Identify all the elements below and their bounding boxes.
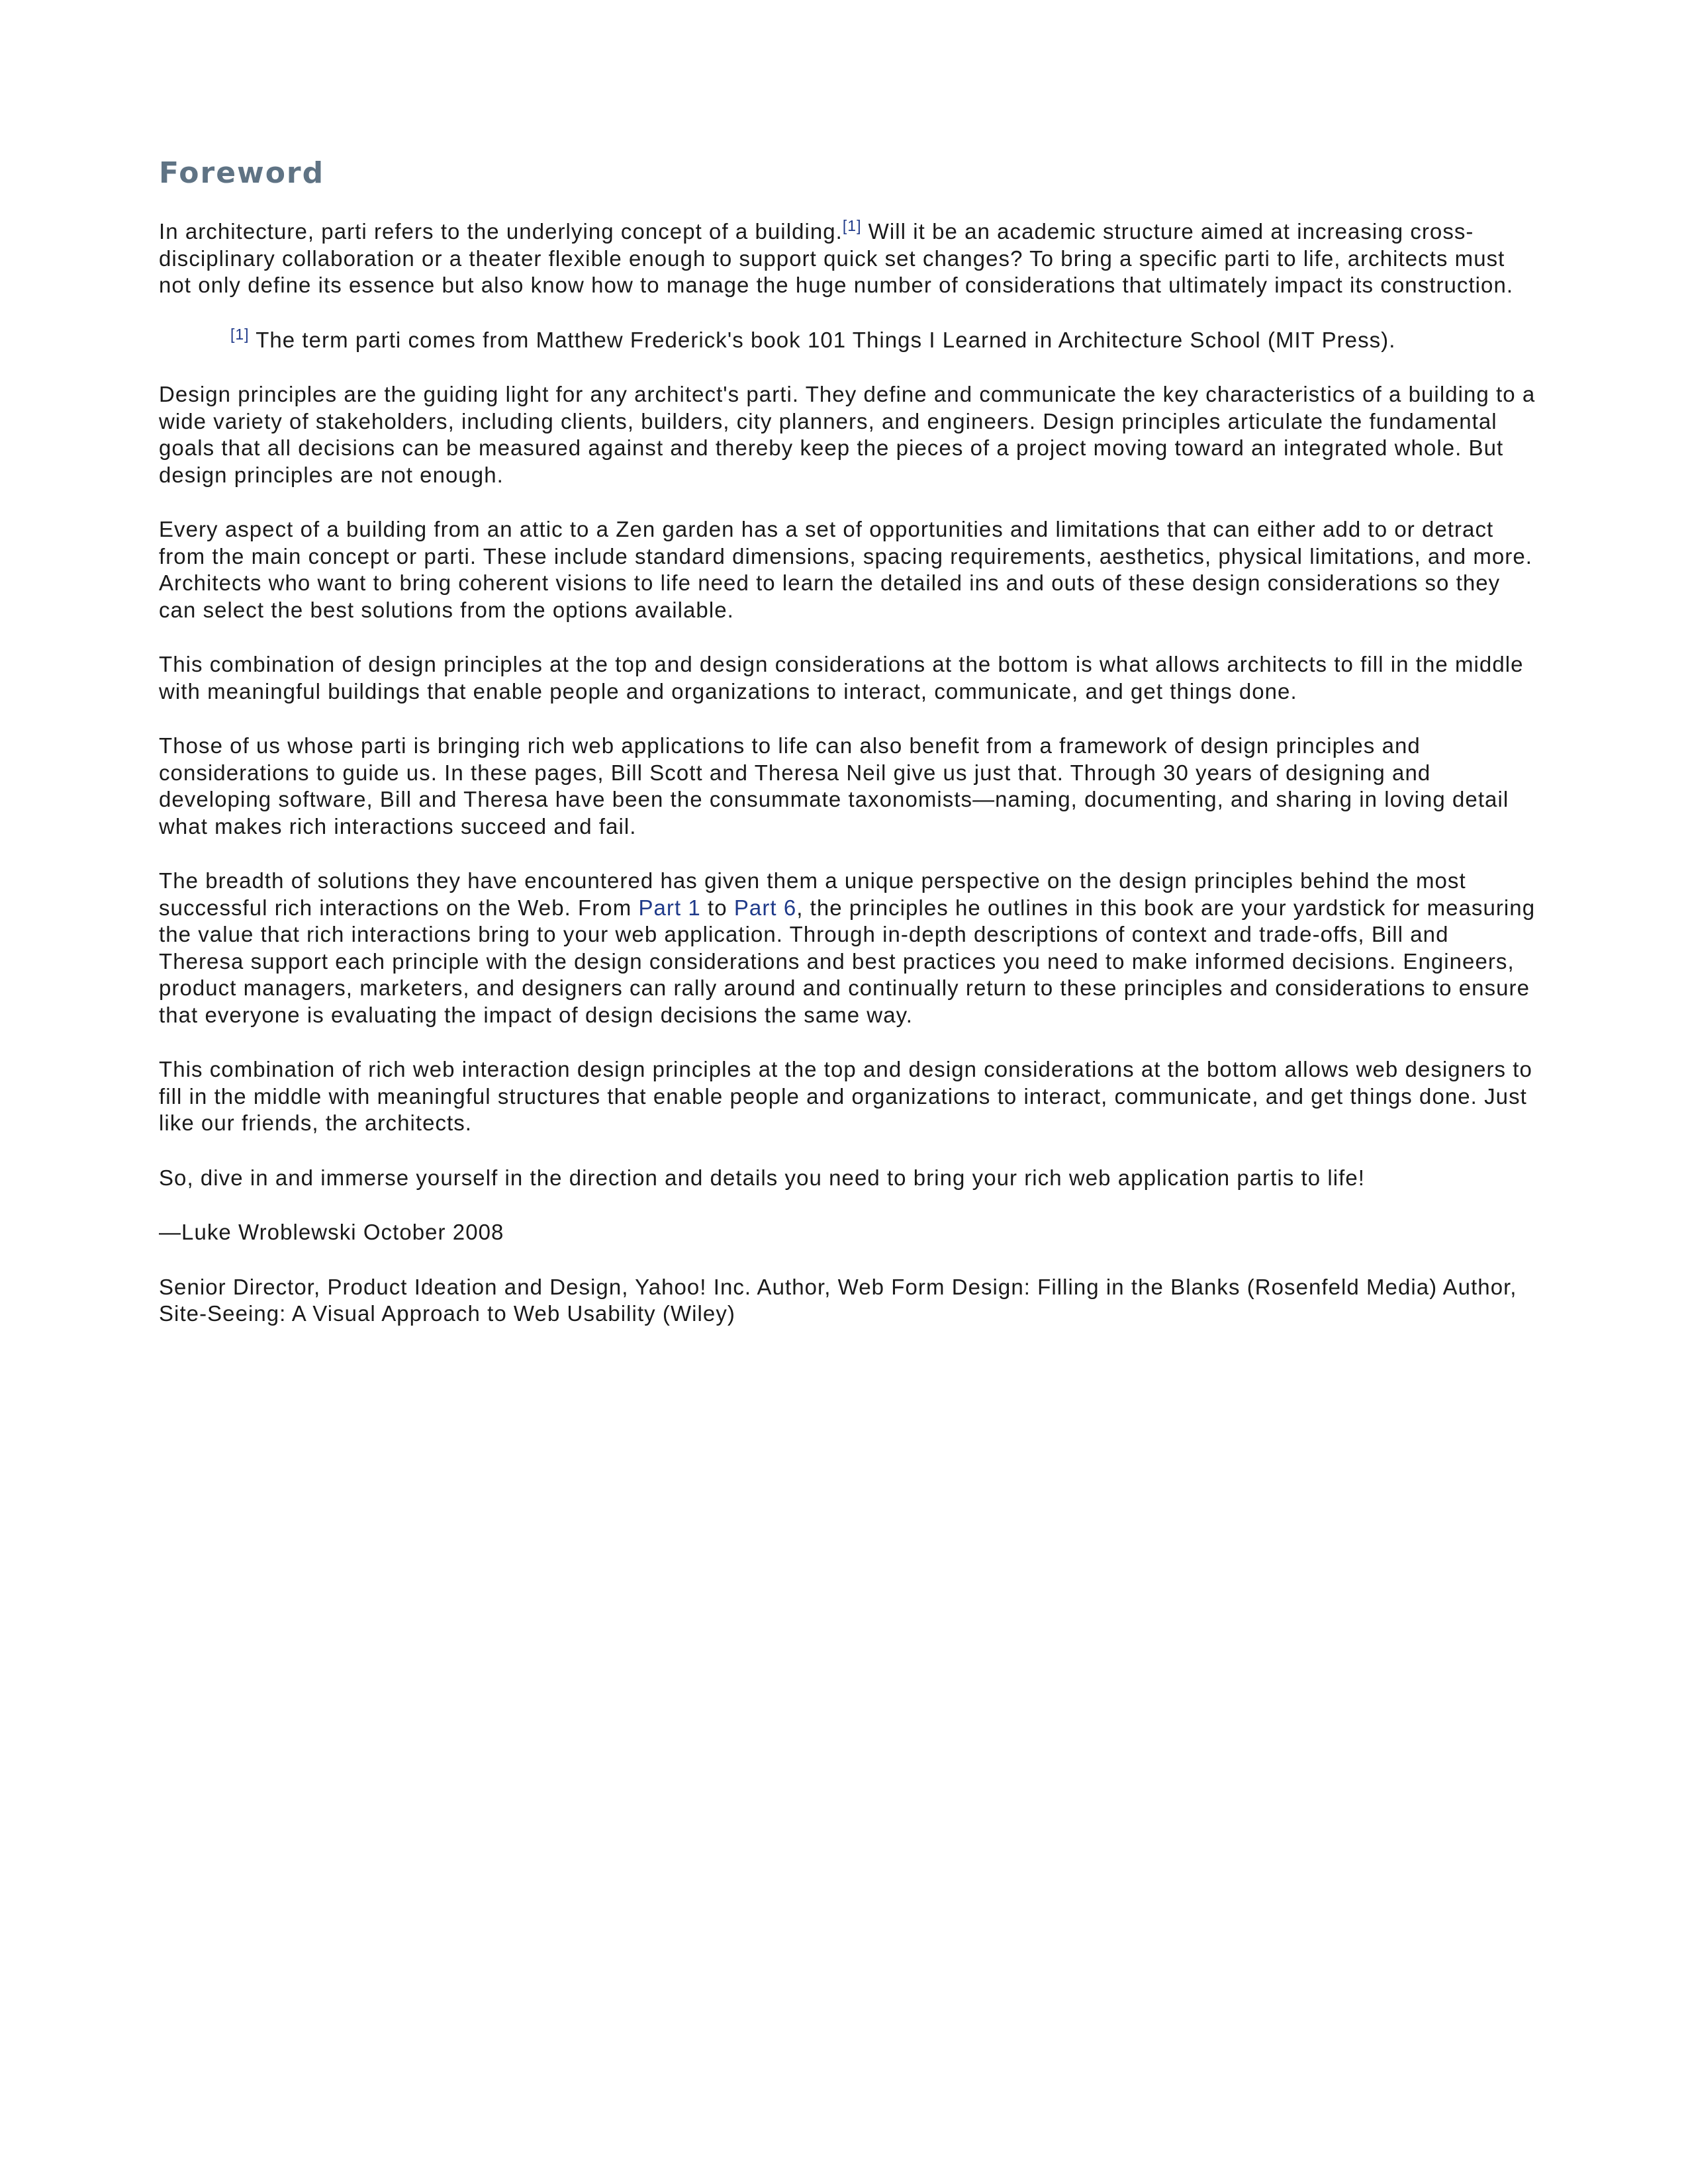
paragraph-breadth-text: The breadth of solutions they have encountered has given them a unique perspective on the design principles behind the most successful rich interactions on the Web. From — [159, 868, 1466, 920]
paragraph-breadth-to: to — [700, 895, 734, 920]
paragraph-intro-text-cont: Will it be an academic structure aimed at increasing cross-disciplinary collaboration or a theater flexible enough to support quick set changes? To bring a specific parti to life, architects must not only define its essence but also know how to manage the huge number of considerations that ultimately impact its construction. — [159, 219, 1514, 297]
paragraph-rich-web-apps: Those of us whose parti is bringing rich web applications to life can also benefit from a framework of design principles and considerations to guide us. In these pages, Bill Scott and Theresa Neil give us just that. Through 30 years of designing and developing software, Bill and Theresa have been the consummate taxonomists—naming, documenting, and sharing in loving detail what makes rich interactions succeed and fail. — [159, 733, 1509, 839]
paragraph-breadth-text-cont: , the principles he outlines in this book are your yardstick for measuring the value that rich interactions bring to your web application. Through in-depth descriptions of context and trade-offs, Bill and Theresa support each principle with the design considerations and best practices you need to make informed decisions. Engineers, product managers, marketers, and designers can rally around and continually return to these principles and considerations to ensure that everyone is evaluating the impact of design decisions the same way. — [159, 895, 1536, 1027]
part-6-link[interactable]: Part 6 — [733, 895, 797, 920]
footnote-backref-link[interactable]: [1] — [230, 325, 250, 343]
footnote-reference-link[interactable]: [1] — [842, 217, 862, 234]
paragraph-breadth-solutions — [159, 868, 1536, 1028]
footnote — [230, 327, 1536, 354]
paragraph-building-aspects: Every aspect of a building from an attic to a Zen garden has a set of opportunities and limitations that can either add to or detract from the main concept or parti. These include standard dimensions, spacing requirements, aesthetics, physical limitations, and more. Architects who want to bring coherent visions to life need to learn the detailed ins and outs of these design considerations so they can select the best solutions from the options available. — [159, 517, 1532, 622]
paragraph-intro-text: In architecture, parti refers to the underlying concept of a building. — [159, 219, 843, 244]
paragraph-combination-architects: This combination of design principles at the top and design considerations at the bottom is what allows architects to fill in the middle with meaningful buildings that enable people and organizations to interact, communicate, and get things done. — [159, 652, 1524, 704]
signature: —Luke Wroblewski October 2008 — [159, 1220, 504, 1244]
page-title: Foreword — [159, 156, 325, 190]
foreword-page — [159, 154, 1536, 1355]
paragraph-dive-in: So, dive in and immerse yourself in the direction and details you need to bring your rich web application partis to life! — [159, 1165, 1365, 1190]
paragraph-combination-web: This combination of rich web interaction design principles at the top and design considerations at the bottom allows web designers to fill in the middle with meaningful structures that enable people and organizations to interact, communicate, and get things done. Just like our friends, the architects. — [159, 1057, 1532, 1135]
part-1-link[interactable]: Part 1 — [638, 895, 701, 920]
paragraph-design-principles: Design principles are the guiding light for any architect's parti. They define and communicate the key characteristics of a building to a wide variety of stakeholders, including clients, builders, city planners, and engineers. Design principles articulate the fundamental goals that all decisions can be measured against and thereby keep the pieces of a project moving toward an integrated whole. But design principles are not enough. — [159, 382, 1536, 487]
footnote-text: The term parti comes from Matthew Frederick's book 101 Things I Learned in Architecture School (MIT Press). — [249, 327, 1396, 352]
paragraph-intro — [159, 218, 1536, 299]
author-credits: Senior Director, Product Ideation and Design, Yahoo! Inc. Author, Web Form Design: Filling in the Blanks (Rosenfeld Media) Author, Site-Seeing: A Visual Approach to Web Usability (Wiley) — [159, 1274, 1517, 1326]
